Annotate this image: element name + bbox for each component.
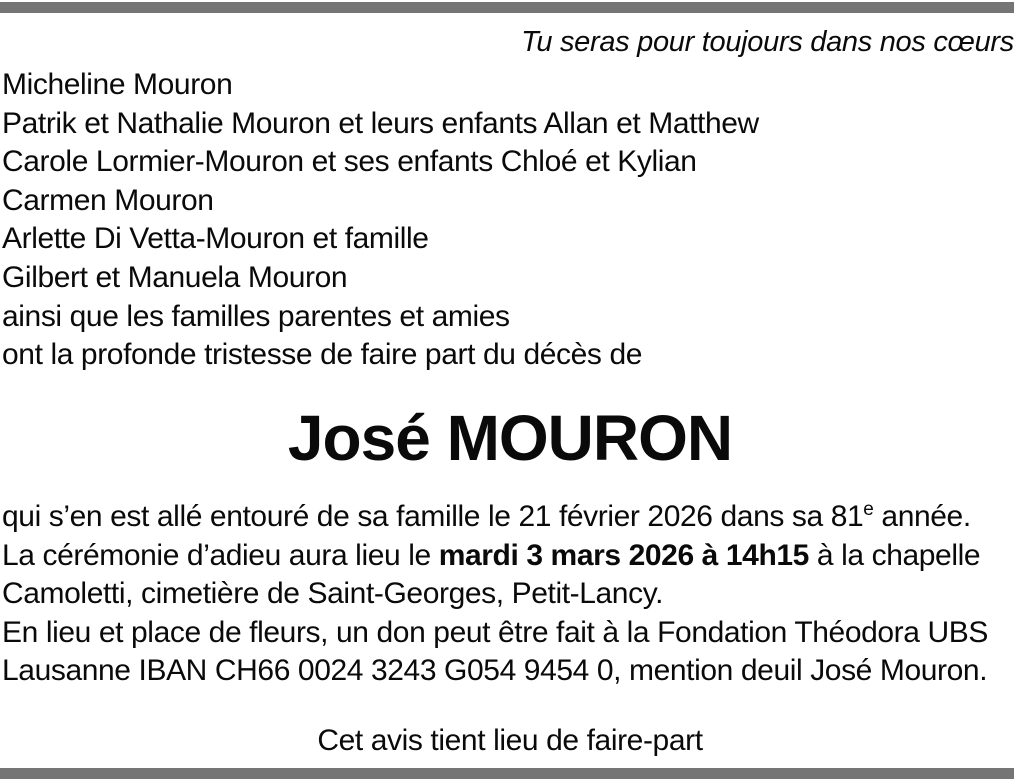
ceremony-intro: La cérémonie d’adieu aura lieu le — [2, 538, 439, 572]
deceased-name: José MOURON — [287, 402, 733, 474]
ceremony-tail: à la chapelle — [808, 538, 981, 572]
family-line: Patrik et Nathalie Mouron et leurs enfants Allan et Matthew — [2, 106, 759, 140]
family-line: Carmen Mouron — [2, 183, 214, 217]
footer-notice: Cet avis tient lieu de faire-part — [317, 724, 703, 757]
iban-line: Lausanne IBAN CH66 0024 3243 G054 9454 0, mention deuil José Mouron. — [2, 654, 988, 688]
family-line: Arlette Di Vetta-Mouron et famille — [2, 222, 429, 256]
donation-line: En lieu et place de fleurs, un don peut être fait à la Fondation Théodora UBS — [2, 615, 988, 649]
epigraph-quote: Tu seras pour toujours dans nos cœurs — [521, 26, 1014, 58]
family-line: ainsi que les familles parentes et amies — [2, 299, 510, 333]
ceremony-line — [2, 537, 1020, 576]
family-line-announcement: ont la profonde tristesse de faire part du décès de — [2, 338, 643, 372]
death-details-text: qui s’en est allé entouré de sa famille le 21 février 2026 dans sa 81 — [2, 500, 864, 533]
bottom-divider-bar — [0, 768, 1014, 779]
ordinal-superscript: e — [863, 499, 874, 520]
family-list — [2, 66, 1020, 375]
ceremony-location-line: Camoletti, cimetière de Saint-Georges, Petit-Lancy. — [2, 577, 664, 611]
ceremony-date-time: mardi 3 mars 2026 à 14h15 — [438, 538, 809, 572]
family-line: Carole Lormier-Mouron et ses enfants Chloé et Kylian — [2, 145, 697, 179]
death-details-line — [2, 498, 1020, 537]
top-divider-bar — [0, 2, 1014, 13]
family-line: Micheline Mouron — [2, 68, 233, 101]
death-details-tail: année. — [873, 500, 971, 533]
notice-body — [2, 498, 1020, 691]
family-line: Gilbert et Manuela Mouron — [2, 260, 348, 294]
